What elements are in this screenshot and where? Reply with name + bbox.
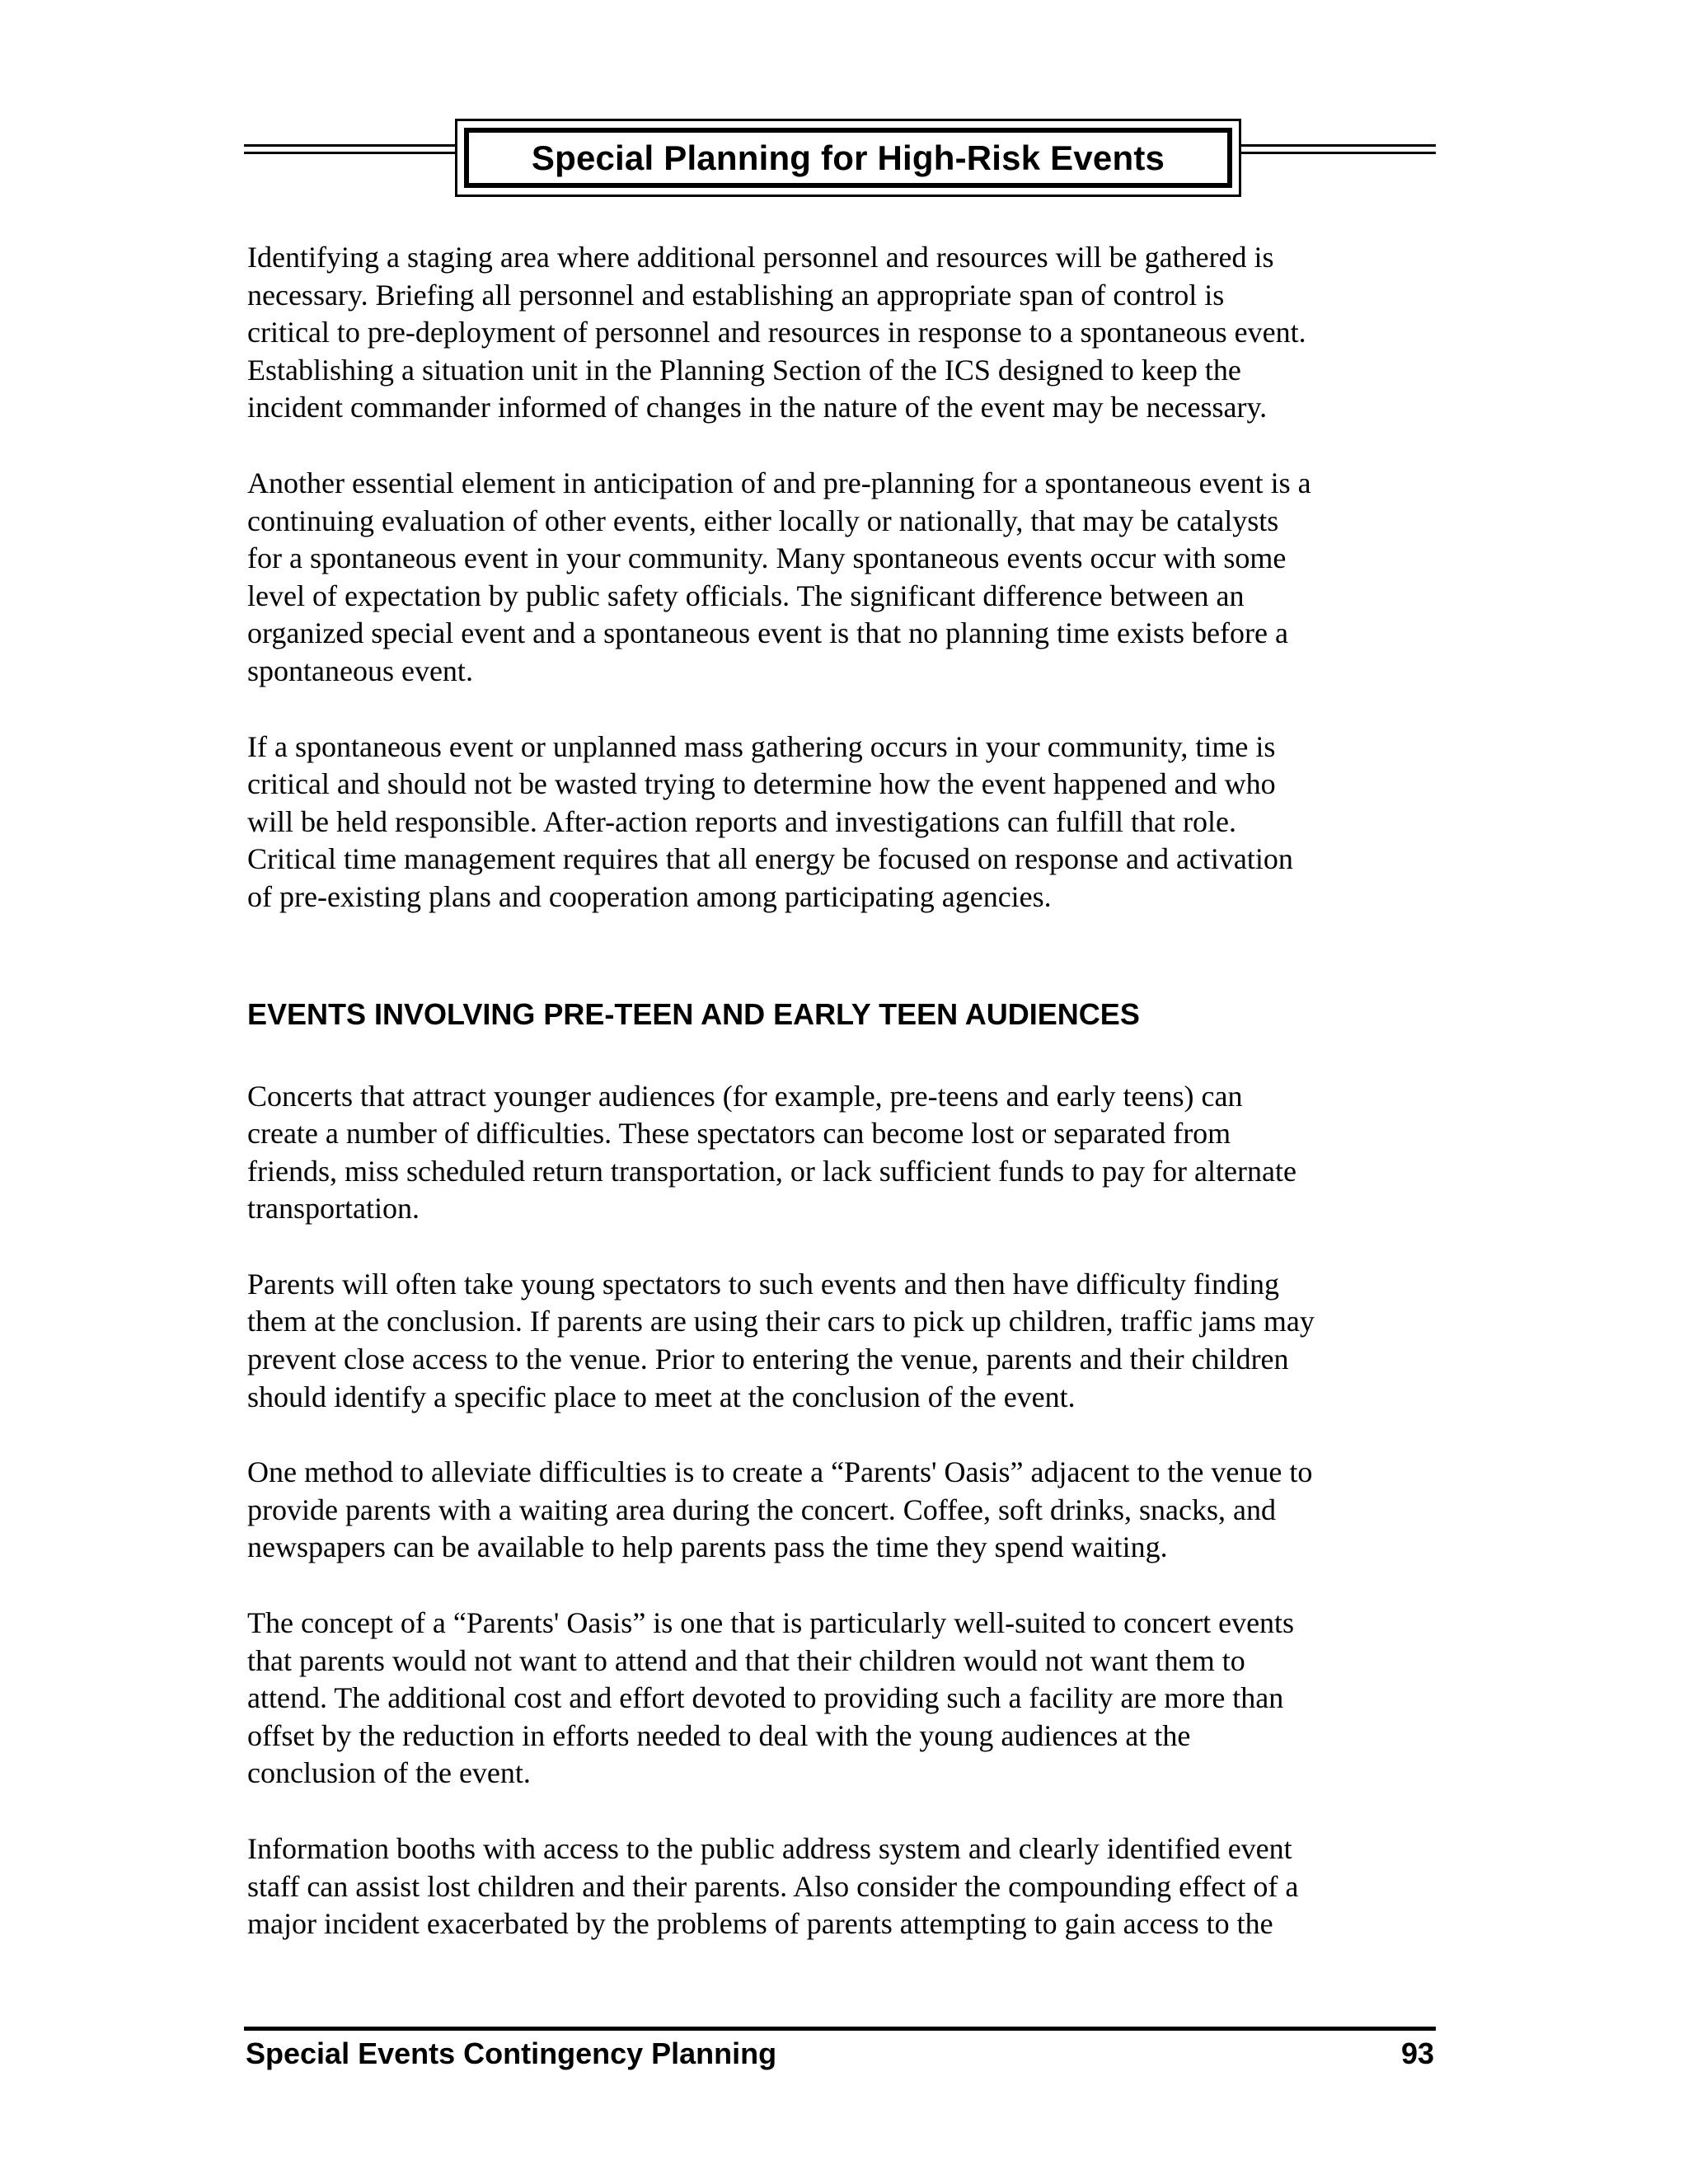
paragraph: One method to alleviate difficulties is to create a “Parents' Oasis” adjacent to the venue to provide parents with a waiting area during the concert. Coffee, soft drinks, snacks, and newspapers can be available to help parents pass the time they spend waiting. bbox=[247, 1455, 1313, 1564]
paragraph: Information booths with access to the public address system and clearly identified event staff can assist lost children and their parents. Also consider the compounding effect of a major incident exacerbated by the problems of parents attempting to gain access to the bbox=[247, 1832, 1299, 1941]
footer-document-title: Special Events Contingency Planning bbox=[246, 2036, 777, 2070]
paragraph: Concerts that attract younger audiences (for example, pre-teens and early teens) can create a number of difficulties. These spectators can become lost or separated from friends, miss scheduled return transportation, or lack sufficient funds to pay for alternate transportation. bbox=[247, 1079, 1296, 1226]
paragraph: If a spontaneous event or unplanned mass gathering occurs in your community, time is critical and should not be wasted trying to determine how the event happened and who will be held responsible. After-action reports and investigations can fulfill that role. Critical time management requires that all energy be focused on response and activation of pre-existing plans and cooperation among participating agencies. bbox=[247, 729, 1293, 913]
title-box-inner bbox=[464, 128, 1232, 188]
page-number: 93 bbox=[1400, 2036, 1434, 2070]
paragraph: The concept of a “Parents' Oasis” is one that is particularly well-suited to concert events that parents would not want to attend and that their children would not want them to attend. The additional cost and effort devoted to providing such a facility are more than offset by the reduction in efforts needed to deal with the young audiences at the conclusion of the event. bbox=[247, 1606, 1295, 1790]
page-footer bbox=[246, 2036, 1434, 2072]
paragraph: Parents will often take young spectators to such events and then have difficulty finding them at the conclusion. If parents are using their cars to pick up children, traffic jams may prevent close access to the venue. Prior to entering the venue, parents and their children should identify a specific place to meet at the conclusion of the event. bbox=[247, 1267, 1315, 1413]
section-heading: EVENTS INVOLVING PRE-TEEN AND EARLY TEEN AUDIENCES bbox=[247, 996, 1140, 1031]
footer-rule bbox=[244, 2027, 1436, 2031]
page-content bbox=[247, 239, 1442, 1981]
paragraph: Another essential element in anticipation of and pre-planning for a spontaneous event is a continuing evaluation of other events, either locally or nationally, that may be catalysts for a spontaneous event in your community. Many spontaneous events occur with some level of expectation by public safety officials. The significant difference between an organized special event and a spontaneous event is that no planning time exists before a spontaneous event. bbox=[247, 466, 1311, 687]
header-rule-right bbox=[1241, 144, 1436, 154]
paragraph: Identifying a staging area where additional personnel and resources will be gathered is necessary. Briefing all personnel and establishing an appropriate span of control is critical to pre-deployment of personnel and resources in response to a spontaneous event. Establishing a situation unit in the Planning Section of the ICS designed to keep the incident commander informed of changes in the nature of the event may be necessary. bbox=[247, 241, 1306, 424]
title-box bbox=[455, 119, 1241, 197]
header-rule-left bbox=[244, 144, 457, 154]
page-title: Special Planning for High-Risk Events bbox=[531, 138, 1165, 177]
